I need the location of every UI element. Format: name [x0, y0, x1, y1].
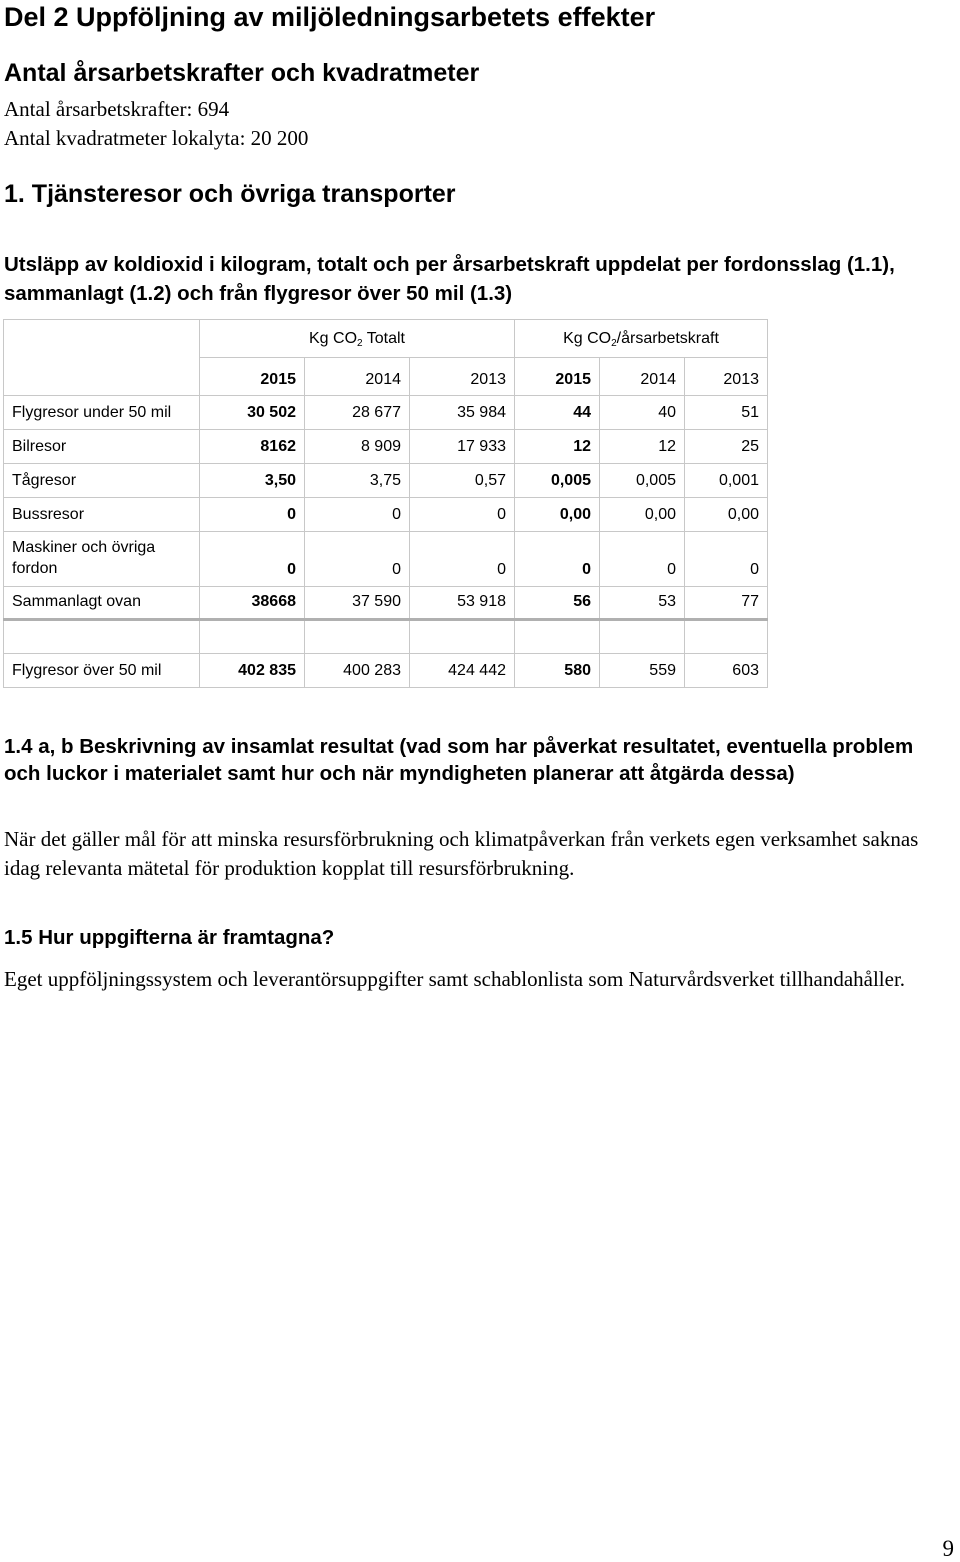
- table-corner-cell: [4, 320, 200, 396]
- table-cell: 559: [600, 654, 685, 688]
- table-cell: 37 590: [305, 587, 410, 620]
- row-label: Flygresor över 50 mil: [4, 654, 200, 688]
- row-label: Sammanlagt ovan: [4, 587, 200, 620]
- section15-body: Eget uppföljningssystem och leverantörsuppgifter samt schablonlista som Naturvårdsverket tillhandahåller.: [4, 967, 906, 991]
- table-cell: 0: [305, 532, 410, 587]
- table-cell: 0: [410, 498, 515, 532]
- table-cell: 0: [515, 532, 600, 587]
- group-header-total: Kg $CO_2$ Totalt: [200, 320, 515, 358]
- table-cell: 3,50: [200, 464, 305, 498]
- table-cell: 56: [515, 587, 600, 620]
- table-cell: 35 984: [410, 396, 515, 430]
- page-number: 9: [942, 1536, 954, 1561]
- co2-table: [3, 319, 768, 688]
- table-cell: 0,00: [600, 498, 685, 532]
- table-cell: 12: [600, 430, 685, 464]
- table-cell: 402 835: [200, 654, 305, 688]
- section15-heading: 1.5 Hur uppgifterna är framtagna?: [4, 926, 335, 949]
- year-header: 2014: [600, 358, 685, 396]
- row-label: Bilresor: [4, 430, 200, 464]
- table-cell: 8 909: [305, 430, 410, 464]
- staff-section-heading: Antal årsarbetskrafter och kvadratmeter: [4, 59, 480, 87]
- table-cell: 0,00: [515, 498, 600, 532]
- row-label: Flygresor under 50 mil: [4, 396, 200, 430]
- group-header-per-staff: Kg $CO_2$/årsarbetskraft: [515, 320, 768, 358]
- table-group-header-row: [4, 320, 768, 358]
- table-cell: 40: [600, 396, 685, 430]
- table-cell: 0: [200, 498, 305, 532]
- table-row: [4, 532, 768, 587]
- row-label: Maskiner och övriga fordon: [4, 532, 200, 587]
- table-cell: 0,005: [515, 464, 600, 498]
- row-label: Tågresor: [4, 464, 200, 498]
- section14-body: När det gäller mål för att minska resursförbrukning och klimatpåverkan från verkets egen verksamhet saknas idag relevanta mätetal för produktion kopplat till resursförbrukning.: [4, 827, 919, 880]
- table-cell: 0,001: [685, 464, 768, 498]
- table-cell: 44: [515, 396, 600, 430]
- table-cell: 53: [600, 587, 685, 620]
- table-cell: 8162: [200, 430, 305, 464]
- table-cell: 77: [685, 587, 768, 620]
- table-cell: 0: [410, 532, 515, 587]
- year-header: 2013: [685, 358, 768, 396]
- section14-heading: 1.4 a, b Beskrivning av insamlat resultat (vad som har påverkat resultatet, eventuella problem och luckor i materialet samt hur och när myndigheten planerar att åtgärda dessa): [4, 735, 914, 785]
- area-line: Antal kvadratmeter lokalyta: 20 200: [4, 126, 309, 150]
- table-row: [4, 396, 768, 430]
- main-heading: Del 2 Uppföljning av miljöledningsarbetets effekter: [4, 2, 656, 32]
- row-label: Bussresor: [4, 498, 200, 532]
- table-row: [4, 498, 768, 532]
- table-cell: 28 677: [305, 396, 410, 430]
- table-cell: 12: [515, 430, 600, 464]
- table-cell: 424 442: [410, 654, 515, 688]
- section1-heading: 1. Tjänsteresor och övriga transporter: [4, 180, 456, 208]
- table-cell: 30 502: [200, 396, 305, 430]
- table-cell: 17 933: [410, 430, 515, 464]
- table-cell: 0: [600, 532, 685, 587]
- table-cell: 603: [685, 654, 768, 688]
- table-cell: 3,75: [305, 464, 410, 498]
- table-cell: 580: [515, 654, 600, 688]
- table-cell: 53 918: [410, 587, 515, 620]
- table-cell: 0: [200, 532, 305, 587]
- table-cell: 25: [685, 430, 768, 464]
- table-cell: 0,005: [600, 464, 685, 498]
- staff-count-line: Antal årsarbetskrafter: 694: [4, 97, 230, 121]
- table-cell: 400 283: [305, 654, 410, 688]
- table-row: [4, 464, 768, 498]
- section1-intro: Utsläpp av koldioxid i kilogram, totalt och per årsarbetskraft uppdelat per fordonsslag (1.1), sammanlagt (1.2) och från flygresor över 50 mil (1.3): [4, 253, 895, 305]
- table-cell: 0,57: [410, 464, 515, 498]
- year-header: 2014: [305, 358, 410, 396]
- table-cell: 38668: [200, 587, 305, 620]
- table-row: [4, 654, 768, 688]
- year-header: 2013: [410, 358, 515, 396]
- year-header: 2015: [515, 358, 600, 396]
- table-cell: 0: [305, 498, 410, 532]
- table-spacer-row: [4, 620, 768, 654]
- year-header: 2015: [200, 358, 305, 396]
- table-cell: 0,00: [685, 498, 768, 532]
- table-cell: 0: [685, 532, 768, 587]
- table-row: [4, 430, 768, 464]
- table-row-total: [4, 587, 768, 620]
- table-cell: 51: [685, 396, 768, 430]
